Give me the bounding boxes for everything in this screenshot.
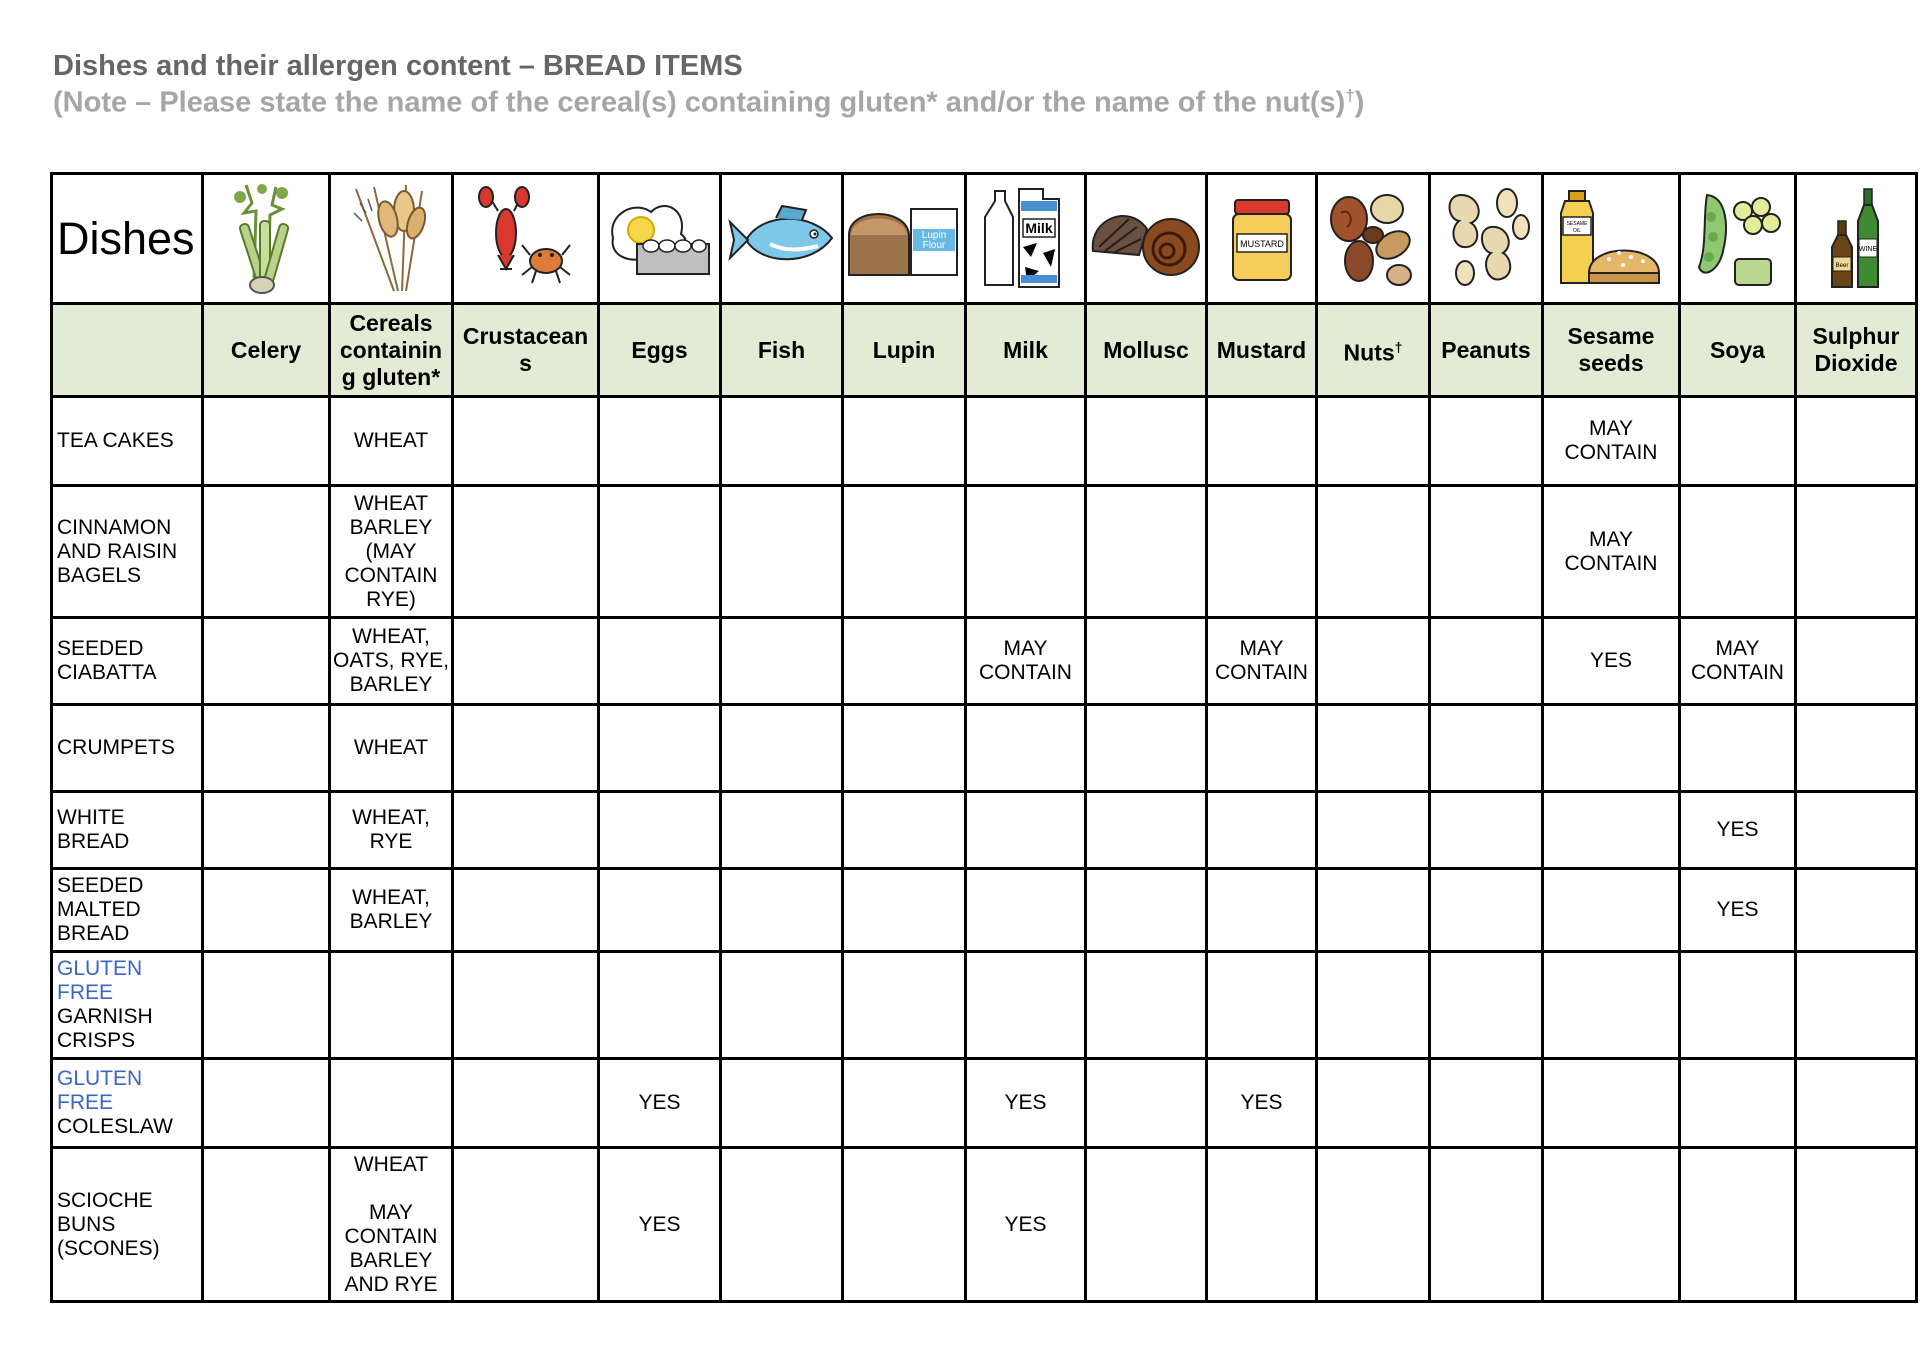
- nuts-icon: [1323, 187, 1423, 291]
- allergen-cell: [966, 618, 1086, 705]
- dish-name-cell: [52, 618, 203, 705]
- allergen-cell: [966, 486, 1086, 618]
- allergen-cell: [203, 705, 330, 792]
- mustard-jar-icon: [1227, 194, 1297, 284]
- milk-icon: [981, 187, 1071, 291]
- allergen-cell: [1317, 792, 1430, 869]
- note-text: (Note – Please state the name of the cereal(s) containing gluten* and/or the name of the nut(s): [53, 86, 1346, 119]
- allergen-cell: [843, 618, 966, 705]
- allergen-cell: [843, 705, 966, 792]
- allergen-cell: [1207, 1148, 1317, 1302]
- allergen-cell: [1680, 397, 1796, 486]
- allergen-cell: [1543, 397, 1680, 486]
- allergen-cell: [721, 792, 843, 869]
- allergen-cell: [721, 952, 843, 1059]
- table-row: [52, 486, 1917, 618]
- allergen-value: WHEAT: [353, 429, 429, 452]
- nuts-dagger: †: [1394, 338, 1403, 355]
- allergen-cell: [721, 1059, 843, 1148]
- allergen-cell: [1430, 952, 1543, 1059]
- allergen-cell: [1086, 1148, 1207, 1302]
- allergen-value: YES: [1240, 1091, 1283, 1114]
- table-row: [52, 397, 1917, 486]
- allergen-cell: [1796, 486, 1917, 618]
- allergen-cell: [1680, 1059, 1796, 1148]
- allergen-cell: [1430, 792, 1543, 869]
- allergen-value: MAY CONTAIN: [1691, 637, 1784, 684]
- table-row: [52, 1148, 1917, 1302]
- allergen-value: WHEAT MAY CONTAIN BARLEY AND RYE: [344, 1152, 438, 1296]
- sesame-oil-bun-icon: [1559, 189, 1663, 289]
- allergen-cell: [721, 1148, 843, 1302]
- allergen-cell: [1086, 705, 1207, 792]
- allergen-cell: [599, 486, 721, 618]
- dish-name-cell: [52, 1148, 203, 1302]
- allergen-cell: [203, 397, 330, 486]
- page-note: [53, 86, 1364, 120]
- allergen-cell: [599, 397, 721, 486]
- table-row: [52, 869, 1917, 952]
- allergen-value: YES: [638, 1212, 681, 1236]
- milk-label: Milk: [1024, 219, 1053, 236]
- allergen-cell: [1543, 792, 1680, 869]
- allergen-cell: [453, 952, 599, 1059]
- table-row: [52, 705, 1917, 792]
- allergen-value: WHEAT: [353, 736, 429, 759]
- allergen-cell: [843, 1059, 966, 1148]
- allergen-cell: [330, 486, 453, 618]
- allergen-cell: [1680, 869, 1796, 952]
- allergen-cell: [1543, 869, 1680, 952]
- allergen-cell: [721, 705, 843, 792]
- shells-icon: [1089, 199, 1203, 279]
- allergen-name-sesame: Sesame seeds: [1543, 304, 1680, 397]
- allergen-cell: [966, 952, 1086, 1059]
- allergen-value: YES: [1004, 1212, 1047, 1236]
- allergen-cell: [330, 1059, 453, 1148]
- dish-name-cell: [52, 397, 203, 486]
- allergen-cell: [843, 792, 966, 869]
- allergen-cell: [1543, 1059, 1680, 1148]
- allergen-cell: [1317, 869, 1430, 952]
- allergen-cell: [1796, 397, 1917, 486]
- dish-name: COLESLAW: [57, 1115, 173, 1138]
- allergen-cell: [721, 618, 843, 705]
- allergen-cell: [843, 1148, 966, 1302]
- sesame-label-b: OIL: [1572, 227, 1582, 234]
- allergen-cell: [1796, 705, 1917, 792]
- allergen-cell: [330, 792, 453, 869]
- allergen-cell: [1086, 1059, 1207, 1148]
- dish-name-cell: [52, 705, 203, 792]
- allergen-cell: [203, 952, 330, 1059]
- allergen-cell: [1086, 618, 1207, 705]
- allergen-name-nuts: [1317, 304, 1430, 397]
- lupin-flour-icon: [847, 199, 961, 279]
- lobster-crab-icon: [476, 183, 576, 295]
- allergen-cell: [1207, 705, 1317, 792]
- allergen-cell: [453, 869, 599, 952]
- eggs-icon-cell: [599, 174, 721, 304]
- allergen-name-cereals: Cereals containin g gluten*: [330, 304, 453, 397]
- allergen-cell: [843, 869, 966, 952]
- allergen-cell: [966, 397, 1086, 486]
- allergen-value: YES: [1004, 1091, 1047, 1114]
- allergen-cell: [599, 869, 721, 952]
- allergen-cell: [330, 869, 453, 952]
- allergen-cell: [1207, 486, 1317, 618]
- sesame-label-a: SESAME: [1566, 220, 1588, 227]
- beer-label: Beer: [1835, 262, 1849, 269]
- allergen-cell: [1680, 705, 1796, 792]
- dish-name-cell: [52, 952, 203, 1059]
- allergen-cell: [1086, 486, 1207, 618]
- page-title: Dishes and their allergen content – BREAD ITEMS: [53, 50, 743, 82]
- dish-name-cell: [52, 869, 203, 952]
- allergen-cell: [843, 952, 966, 1059]
- allergen-cell: [453, 705, 599, 792]
- allergen-cell: [1086, 869, 1207, 952]
- mustard-icon-cell: [1207, 174, 1317, 304]
- allergen-cell: [1680, 486, 1796, 618]
- allergen-name-peanuts: Peanuts: [1430, 304, 1543, 397]
- gluten-free-label: GLUTEN FREE: [57, 1067, 143, 1114]
- celery-icon-cell: [203, 174, 330, 304]
- allergen-name-lupin: Lupin: [843, 304, 966, 397]
- allergen-cell: [599, 1059, 721, 1148]
- beer-wine-icon: [1826, 187, 1886, 291]
- allergen-cell: [1317, 486, 1430, 618]
- allergen-cell: [599, 618, 721, 705]
- allergen-value: YES: [638, 1091, 681, 1114]
- allergen-cell: [1430, 618, 1543, 705]
- allergen-cell: [203, 792, 330, 869]
- allergen-cell: [330, 397, 453, 486]
- table-row: [52, 618, 1917, 705]
- dishes-header: Dishes: [52, 174, 203, 304]
- allergen-cell: [843, 486, 966, 618]
- allergen-value: WHEAT BARLEY (MAY CONTAIN RYE): [344, 491, 438, 611]
- allergen-cell: [203, 1059, 330, 1148]
- allergen-cell: [1317, 1148, 1430, 1302]
- allergen-cell: [966, 1148, 1086, 1302]
- allergen-name-mollusc: Mollusc: [1086, 304, 1207, 397]
- allergen-cell: [1543, 1148, 1680, 1302]
- allergen-cell: [453, 486, 599, 618]
- allergen-cell: [330, 952, 453, 1059]
- allergen-cell: [1317, 618, 1430, 705]
- allergen-value: WHEAT, RYE: [352, 806, 430, 853]
- allergen-cell: [330, 1148, 453, 1302]
- allergen-cell: [1430, 1059, 1543, 1148]
- allergen-cell: [721, 397, 843, 486]
- table-row: [52, 952, 1917, 1059]
- allergen-cell: [1796, 1059, 1917, 1148]
- allergen-cell: [203, 618, 330, 705]
- dish-name: GARNISH CRISPS: [57, 1005, 153, 1052]
- allergen-cell: [1207, 1059, 1317, 1148]
- allergen-cell: [1317, 397, 1430, 486]
- allergen-cell: [1430, 397, 1543, 486]
- mollusc-icon-cell: [1086, 174, 1207, 304]
- allergen-cell: [1543, 486, 1680, 618]
- allergen-value: MAY CONTAIN: [979, 637, 1072, 684]
- eggs-icon: [605, 194, 715, 284]
- dish-name: CINNAMON AND RAISIN BAGELS: [57, 515, 178, 587]
- allergen-cell: [1543, 952, 1680, 1059]
- allergen-value: WHEAT, OATS, RYE, BARLEY: [333, 625, 449, 696]
- allergen-cell: [1796, 952, 1917, 1059]
- allergen-cell: [453, 1059, 599, 1148]
- note-close: ): [1354, 86, 1365, 119]
- allergen-cell: [599, 792, 721, 869]
- allergen-name-row: [52, 304, 1917, 397]
- lupin-icon-cell: [843, 174, 966, 304]
- soya-icon: [1693, 187, 1783, 291]
- allergen-cell: [1796, 1148, 1917, 1302]
- allergen-cell: [1680, 618, 1796, 705]
- allergen-cell: [1680, 1148, 1796, 1302]
- allergen-cell: [453, 397, 599, 486]
- allergen-name-mustard: Mustard: [1207, 304, 1317, 397]
- allergen-name-eggs: Eggs: [599, 304, 721, 397]
- note-dagger: †: [1345, 86, 1355, 105]
- lupin-label-b: Flour: [922, 239, 946, 251]
- allergen-name-soya: Soya: [1680, 304, 1796, 397]
- allergen-cell: [1680, 952, 1796, 1059]
- allergen-cell: [1207, 792, 1317, 869]
- peanuts-icon-cell: [1430, 174, 1543, 304]
- allergen-cell: [1207, 397, 1317, 486]
- allergen-cell: [966, 792, 1086, 869]
- fish-icon: [726, 204, 838, 274]
- allergen-value: WHEAT, BARLEY: [349, 886, 433, 933]
- nuts-icon-cell: [1317, 174, 1430, 304]
- allergen-cell: [1543, 618, 1680, 705]
- celery-icon: [226, 183, 306, 295]
- allergen-table: [50, 172, 1918, 1303]
- allergen-cell: [1317, 952, 1430, 1059]
- allergen-cell: [453, 792, 599, 869]
- allergen-cell: [203, 1148, 330, 1302]
- peanuts-icon: [1441, 187, 1531, 291]
- gluten-free-label: GLUTEN FREE: [57, 957, 143, 1004]
- allergen-cell: [966, 705, 1086, 792]
- allergen-cell: [1086, 952, 1207, 1059]
- icon-row: [52, 174, 1917, 304]
- allergen-value: MAY CONTAIN: [1564, 527, 1658, 575]
- allergen-cell: [1430, 1148, 1543, 1302]
- lupin-label-a: Lupin: [921, 229, 947, 241]
- allergen-name-crustaceans: Crustacean s: [453, 304, 599, 397]
- dish-name: SCIOCHE BUNS (SCONES): [57, 1188, 160, 1260]
- allergen-name-milk: Milk: [966, 304, 1086, 397]
- table-row: [52, 792, 1917, 869]
- wheat-icon-cell: [330, 174, 453, 304]
- allergen-name-fish: Fish: [721, 304, 843, 397]
- allergen-cell: [599, 952, 721, 1059]
- allergen-cell: [203, 486, 330, 618]
- dish-name-cell: [52, 1059, 203, 1148]
- allergen-cell: [599, 705, 721, 792]
- sesame-icon-cell: [1543, 174, 1680, 304]
- allergen-cell: [453, 1148, 599, 1302]
- allergen-value: MAY CONTAIN: [1215, 637, 1308, 684]
- allergen-cell: [330, 705, 453, 792]
- allergen-cell: [1680, 792, 1796, 869]
- allergen-cell: [1543, 705, 1680, 792]
- soya-icon-cell: [1680, 174, 1796, 304]
- allergen-cell: [1207, 952, 1317, 1059]
- allergen-cell: [330, 618, 453, 705]
- allergen-cell: [966, 1059, 1086, 1148]
- allergen-cell: [1207, 618, 1317, 705]
- wine-label: WINE: [1858, 245, 1878, 253]
- allergen-name-celery: Celery: [203, 304, 330, 397]
- nuts-name-text: Nuts: [1343, 339, 1395, 366]
- allergen-cell: [1430, 705, 1543, 792]
- allergen-value: YES: [1716, 818, 1759, 841]
- allergen-cell: [1430, 869, 1543, 952]
- sulphur-icon-cell: [1796, 174, 1917, 304]
- dish-name: TEA CAKES: [57, 429, 174, 452]
- allergen-value: YES: [1716, 898, 1759, 921]
- dish-name: CRUMPETS: [57, 736, 175, 759]
- allergen-cell: [1796, 618, 1917, 705]
- allergen-cell: [1317, 1059, 1430, 1148]
- allergen-cell: [453, 618, 599, 705]
- allergen-value: YES: [1589, 649, 1633, 672]
- crustacean-icon-cell: [453, 174, 599, 304]
- allergen-value: MAY CONTAIN: [1564, 417, 1658, 464]
- dish-name: WHITE BREAD: [57, 806, 130, 853]
- allergen-cell: [599, 1148, 721, 1302]
- mustard-label: MUSTARD: [1239, 238, 1284, 249]
- table-row: [52, 1059, 1917, 1148]
- allergen-name-sulphur: Sulphur Dioxide: [1796, 304, 1917, 397]
- blank-header-cell: [52, 304, 203, 397]
- dish-name: SEEDED CIABATTA: [57, 637, 157, 684]
- allergen-cell: [1086, 397, 1207, 486]
- allergen-cell: [1796, 792, 1917, 869]
- dish-name: SEEDED MALTED BREAD: [57, 874, 144, 945]
- allergen-cell: [1207, 869, 1317, 952]
- allergen-cell: [721, 486, 843, 618]
- dish-name-cell: [52, 486, 203, 618]
- allergen-cell: [1430, 486, 1543, 618]
- allergen-cell: [1317, 705, 1430, 792]
- fish-icon-cell: [721, 174, 843, 304]
- allergen-cell: [721, 869, 843, 952]
- wheat-icon: [346, 183, 436, 295]
- allergen-cell: [1796, 869, 1917, 952]
- allergen-cell: [966, 869, 1086, 952]
- allergen-cell: [1086, 792, 1207, 869]
- dish-name-cell: [52, 792, 203, 869]
- milk-icon-cell: [966, 174, 1086, 304]
- allergen-cell: [203, 869, 330, 952]
- allergen-cell: [843, 397, 966, 486]
